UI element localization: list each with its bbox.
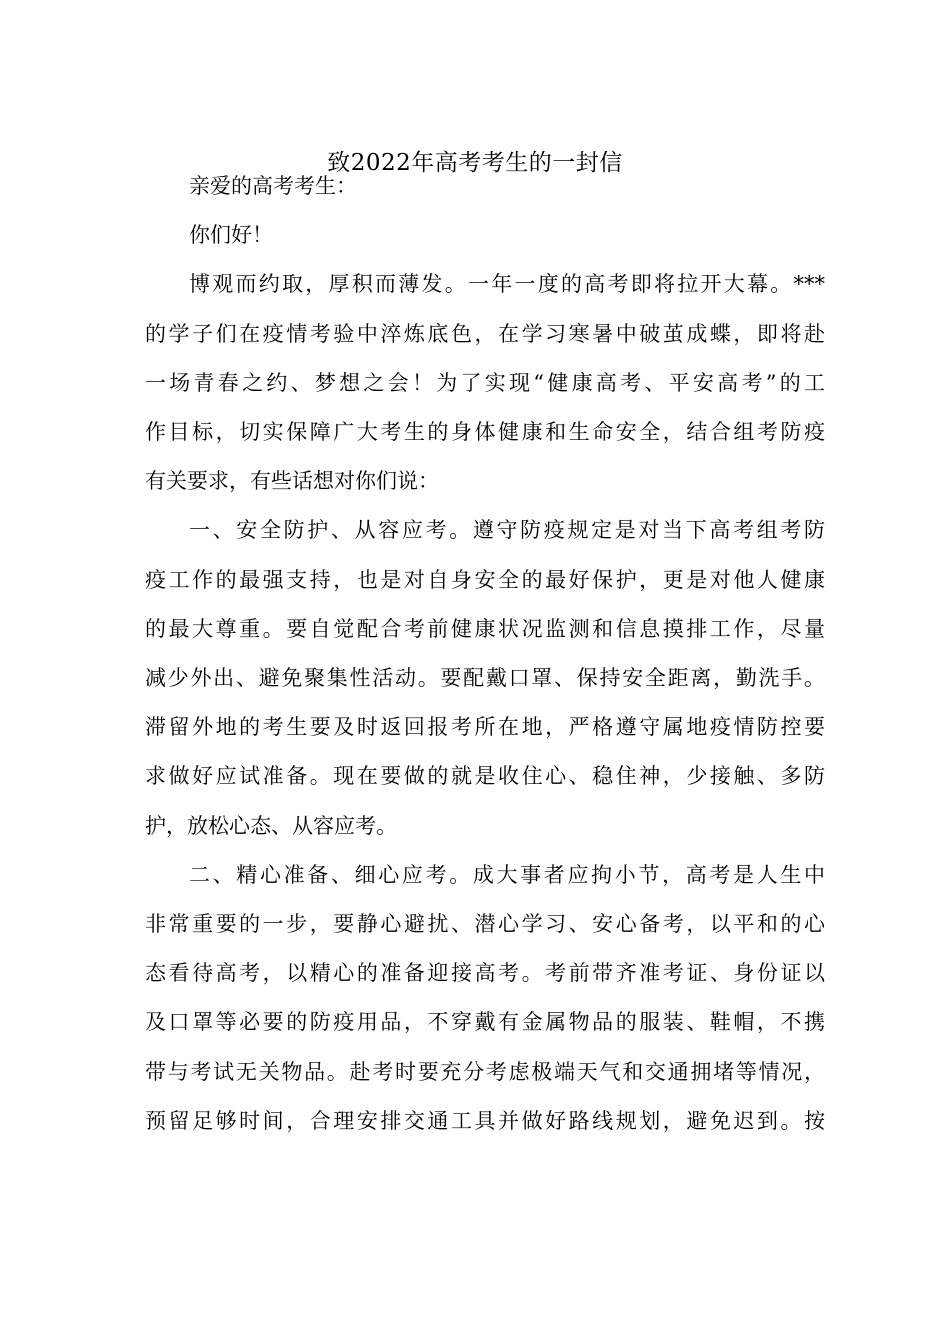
greeting: 你们好！ <box>189 223 273 248</box>
text-line: 作目标，切实保障广大考生的身体健康和生命安全，结合组考防疫 <box>145 420 825 445</box>
text-line: 非常重要的一步，要静心避扰、潜心学习、安心备考，以平和的心 <box>145 912 825 937</box>
text-line: 带与考试无关物品。赴考时要充分考虑极端天气和交通拥堵等情况， <box>145 1059 825 1084</box>
text-line: 有关要求，有些话想对你们说： <box>145 469 439 494</box>
document-title: 致2022年高考考生的一封信 <box>327 150 623 176</box>
text-line: 一场青春之约、梦想之会！为了实现“健康高考、平安高考”的工 <box>145 370 825 395</box>
text-line: 二、精心准备、细心应考。成大事者应拘小节，高考是人生中 <box>189 862 825 887</box>
text-line: 博观而约取，厚积而薄发。一年一度的高考即将拉开大幕。*** <box>189 272 825 297</box>
text-line: 疫工作的最强支持，也是对自身安全的最好保护，更是对他人健康 <box>145 567 825 592</box>
text-line: 的学子们在疫情考验中淬炼底色，在学习寒暑中破茧成蝶，即将赴 <box>145 321 825 346</box>
text-line: 及口罩等必要的防疫用品，不穿戴有金属物品的服装、鞋帽，不携 <box>145 1010 825 1035</box>
letter-body <box>145 162 825 1146</box>
text-line: 求做好应试准备。现在要做的就是收住心、稳住神，少接触、多防 <box>145 764 825 789</box>
salutation: 亲爱的高考考生： <box>189 174 357 198</box>
text-line: 减少外出、避免聚集性活动。要配戴口罩、保持安全距离，勤洗手。 <box>145 666 825 691</box>
text-line: 态看待高考，以精心的准备迎接高考。考前带齐准考证、身份证以 <box>145 961 825 986</box>
text-line: 预留足够时间，合理安排交通工具并做好路线规划，避免迟到。按 <box>145 1108 825 1133</box>
text-line: 滞留外地的考生要及时返回报考所在地，严格遵守属地疫情防控要 <box>145 715 825 740</box>
text-line: 一、安全防护、从容应考。遵守防疫规定是对当下高考组考防 <box>189 518 825 543</box>
text-line: 护，放松心态、从容应考。 <box>145 813 397 838</box>
text-line: 的最大尊重。要自觉配合考前健康状况监测和信息摸排工作，尽量 <box>145 616 825 641</box>
